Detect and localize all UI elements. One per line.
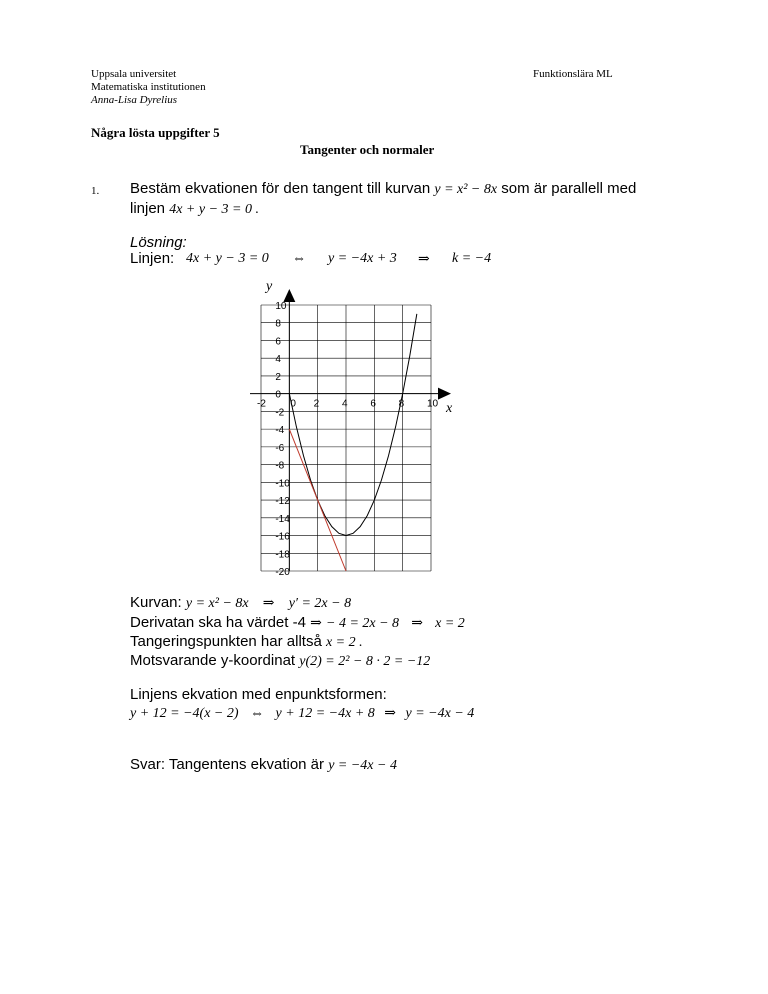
y-axis-label: y [266, 280, 273, 294]
motsv-text: Motsvarande y-koordinat [130, 652, 296, 669]
implies-symbol: ⇒ [418, 252, 430, 267]
solution-heading: Lösning: [130, 234, 187, 251]
header-department: Matematiska institutionen [91, 81, 206, 93]
y-tick-label: -20 [275, 567, 290, 578]
x-tick-label: -2 [257, 398, 266, 410]
y-tick-label: -12 [275, 496, 290, 508]
x-axis-label: x [446, 401, 453, 416]
svar-eq: y = −4x − 4 [328, 758, 397, 773]
svar-line [130, 756, 397, 775]
implies-symbol-2: ⇒ [262, 596, 275, 611]
problem-number: 1. [91, 185, 100, 197]
derivatan-line [130, 614, 465, 633]
linjen-eq2: y = −4x + 3 [328, 251, 397, 266]
linjens-eq2: y + 12 = −4x + 8 [275, 706, 375, 721]
y-tick-label: -2 [275, 407, 285, 419]
problem-text-3: linjen [130, 200, 166, 217]
linjens-line [130, 705, 474, 722]
y-tick-label: -16 [275, 531, 290, 543]
derivatan-eq: − 4 = 2x − 8 [326, 616, 400, 631]
subtitle: Tangenter och normaler [300, 142, 435, 157]
problem-line-eq: 4x + y − 3 = 0 . [169, 202, 259, 217]
y-tick-label: -4 [275, 425, 285, 437]
section-title: Några lösta uppgifter 5 [91, 125, 220, 140]
implies-symbol-3: ⇒ [310, 616, 322, 631]
derivatan-result: x = 2 [435, 616, 465, 631]
linjens-heading: Linjens ekvation med enpunktsformen: [130, 686, 387, 703]
problem-text-1: Bestäm ekvationen för den tangent till kurvan [130, 180, 431, 197]
tangering-line [130, 633, 363, 652]
tangering-text: Tangeringspunkten har alltså [130, 633, 322, 650]
problem-line-2 [130, 200, 259, 219]
y-tick-label: 6 [275, 336, 281, 348]
motsv-line [130, 652, 430, 671]
k-equation: k = −4 [452, 251, 492, 266]
linjen-eq1: 4x + y − 3 = 0 [186, 251, 269, 266]
x-tick-label: 4 [342, 398, 348, 410]
x-tick-label: 2 [313, 398, 320, 410]
x-tick-label: 6 [370, 398, 376, 410]
x-tick-label: 8 [398, 398, 405, 410]
equiv-symbol: ⇔ [292, 251, 306, 266]
tangering-eq: x = 2 . [325, 635, 363, 650]
function-graph [250, 280, 470, 578]
y-tick-label: -10 [275, 478, 290, 490]
y-tick-label: 2 [275, 371, 281, 383]
equiv-symbol-2: ⇔ [250, 706, 265, 721]
y-tick-label: 0 [275, 389, 281, 401]
y-tick-label: -18 [275, 549, 290, 561]
parabola-curve [289, 314, 416, 536]
svar-text: Svar: Tangentens ekvation är [130, 756, 325, 773]
x-tick-label: 10 [427, 398, 439, 410]
linjen-label: Linjen: [130, 250, 175, 267]
problem-line-1 [130, 180, 636, 199]
y-tick-label: -8 [275, 460, 285, 472]
linjens-eq3: y = −4x − 4 [405, 706, 475, 721]
implies-symbol-4: ⇒ [411, 616, 423, 631]
header-course: Funktionslära ML [533, 68, 613, 80]
problem-text-2: som är parallell med [501, 180, 637, 197]
y-tick-label: -6 [275, 442, 285, 454]
y-tick-label: 10 [275, 301, 287, 312]
kurvan-line [130, 594, 351, 613]
x-axis-arrow [438, 388, 451, 400]
header-university: Uppsala universitet [91, 68, 177, 80]
kurvan-eq: y = x² − 8x [185, 596, 249, 611]
problem-curve-eq: y = x² − 8x [434, 182, 498, 197]
graph-series [289, 314, 416, 571]
y-tick-label: 4 [275, 354, 281, 366]
kurvan-label: Kurvan: [130, 594, 182, 611]
motsv-eq: y(2) = 2² − 8 · 2 = −12 [299, 654, 431, 669]
header-author: Anna-Lisa Dyrelius [91, 94, 178, 106]
y-tick-label: -14 [275, 513, 290, 525]
linjens-eq1: y + 12 = −4(x − 2) [130, 706, 239, 721]
x-tick-label: 0 [290, 398, 296, 410]
y-tick-label: 8 [275, 318, 281, 330]
derivatan-text: Derivatan ska ha värdet -4 [130, 614, 306, 631]
kurvan-derivative: y′ = 2x − 8 [288, 596, 352, 611]
graph-tick-labels [257, 301, 439, 578]
implies-symbol-5: ⇒ [384, 706, 396, 721]
